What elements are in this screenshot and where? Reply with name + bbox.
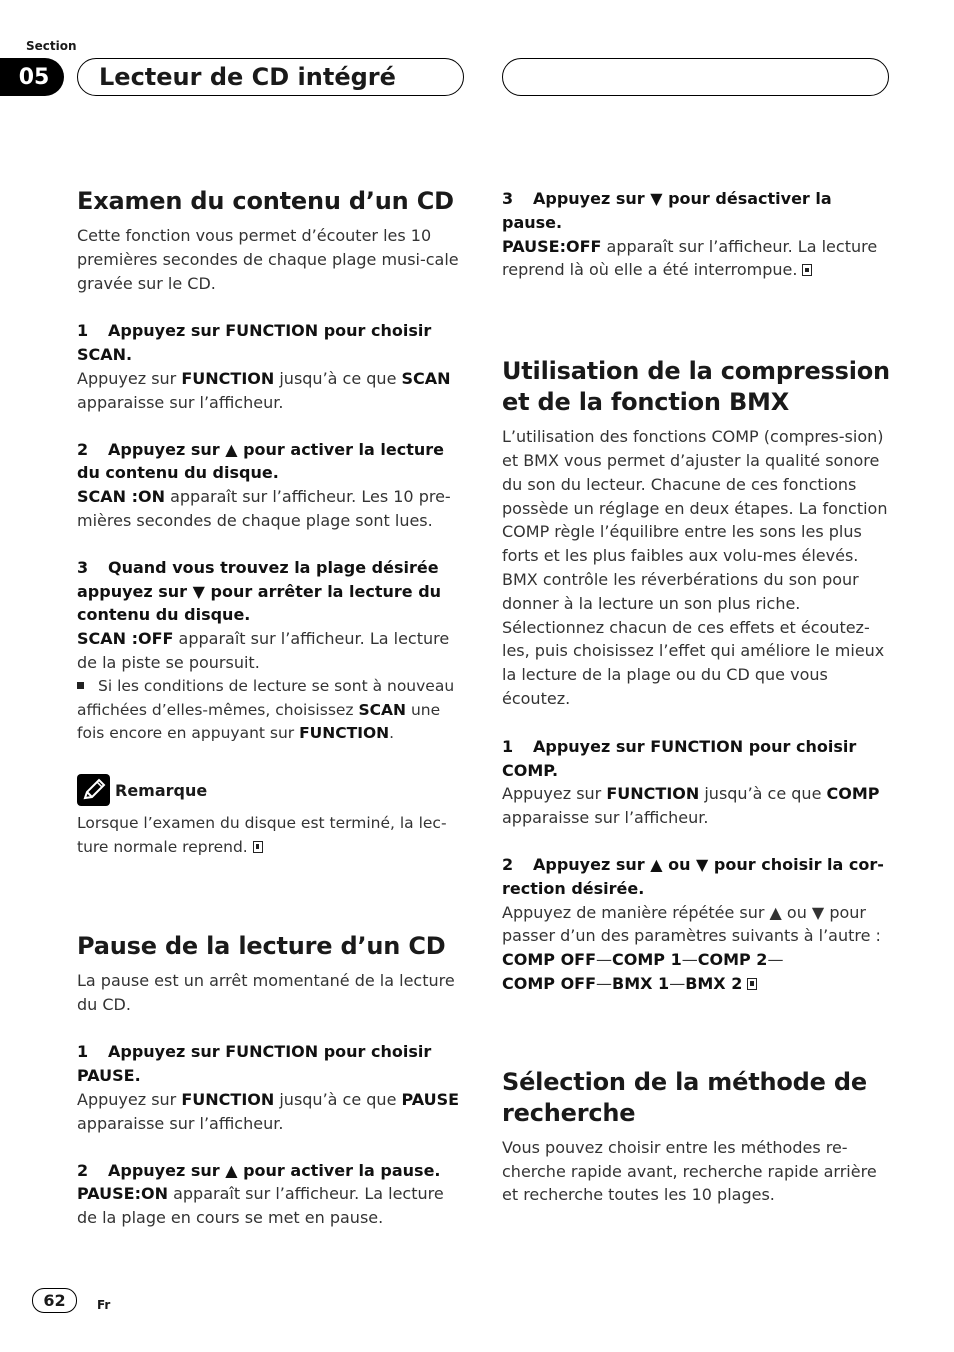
- comp-step-1: 1 Appuyez sur FUNCTION pour choisir COMP.: [502, 736, 857, 780]
- section-title-comp-bmx: Utilisation de la compression et de la fonction BMX: [502, 357, 890, 417]
- scan-step-3: 3 Quand vous trouvez la plage désirée appuyez sur ▼ pour arrêter la lecture du contenu du disque.: [77, 557, 442, 625]
- section-label: Section: [26, 39, 77, 53]
- section-number-badge: 05: [0, 58, 64, 96]
- section-title-pause: Pause de la lecture d’un CD: [77, 931, 446, 960]
- pencil-note-icon: [77, 774, 110, 806]
- comp-step-2: 2 Appuyez sur ▲ ou ▼ pour choisir la cor-rection désirée.: [502, 854, 884, 898]
- scan-step-3-detail: SCAN :OFF apparaît sur l’afficheur. La lecture de la piste se poursuit.: [77, 629, 450, 672]
- scan-step-3-note: Si les conditions de lecture se sont à nouveau affichées d’elles-mêmes, choisissez SCAN une fois encore en appuyant sur FUNCTION.: [77, 676, 455, 743]
- step-number: 3: [77, 557, 89, 577]
- step-number: 2: [502, 854, 514, 874]
- scan-step-2: 2 Appuyez sur ▲ pour activer la lecture du contenu du disque.: [77, 439, 444, 483]
- pause-step-2: 2 Appuyez sur ▲ pour activer la pause.: [77, 1159, 467, 1183]
- pause-step-1: 1 Appuyez sur FUNCTION pour choisir PAUSE.: [77, 1042, 432, 1086]
- scan-step-1: 1 Appuyez sur FUNCTION pour choisir SCAN.: [77, 321, 432, 365]
- remark-title: Remarque: [115, 780, 208, 800]
- scan-intro: Cette fonction vous permet d’écouter les 10 premières secondes de chaque plage musi-cale gravée sur le CD.: [77, 226, 459, 293]
- step-number: 2: [77, 1160, 89, 1180]
- step-number: 2: [77, 439, 89, 459]
- scan-step-1-detail: Appuyez sur FUNCTION jusqu’à ce que SCAN apparaisse sur l’afficheur.: [77, 368, 451, 412]
- end-mark-icon: [253, 841, 263, 853]
- remark-header: [77, 774, 467, 806]
- right-column: [502, 187, 892, 1207]
- pause-step-3: 3 Appuyez sur ▼ pour désactiver la pause.: [502, 189, 832, 232]
- pause-intro: La pause est un arrêt momentané de la lecture du CD.: [77, 970, 455, 1014]
- comp-bmx-intro: L’utilisation des fonctions COMP (compres-sion) et BMX vous permet d’ajuster la qualité sonore du son du lecteur. Chacune de ces fonctions possède un réglage en deux étapes. La fonction COMP règle l’équilibre entre les sons les plus forts et les plus faibles aux volu-mes élevés. BMX contrôle les réverbérations du son pour donner à la lecture un son plus riche. Sélectionnez chacun de ces effets et écoutez-les, puis choisissez l’effet qui améliore le mieux la lecture de la plage ou du CD que vous écoutez.: [502, 427, 888, 708]
- scan-step-2-detail: SCAN :ON apparaît sur l’afficheur. Les 10 pre-mières secondes de chaque plage sont lues.: [77, 487, 451, 530]
- language-code: Fr: [97, 1298, 111, 1312]
- remark-text: Lorsque l’examen du disque est terminé, la lec-ture normale reprend.: [77, 814, 447, 856]
- section-title-search-method: Sélection de la méthode de recherche: [502, 1067, 867, 1127]
- pause-step-2-detail: PAUSE:ON apparaît sur l’afficheur. La lecture de la plage en cours se met en pause.: [77, 1184, 444, 1228]
- comp-sequence-line-1: COMP OFF—COMP 1—COMP 2—: [502, 950, 784, 970]
- header-empty-pill: [502, 58, 889, 96]
- pause-step-1-detail: Appuyez sur FUNCTION jusqu’à ce que PAUSE apparaisse sur l’afficheur.: [77, 1089, 460, 1133]
- chapter-title: Lecteur de CD intégré: [77, 58, 464, 96]
- comp-sequence-line-2: COMP OFF—BMX 1—BMX 2: [502, 972, 892, 996]
- pause-step-3-detail: PAUSE:OFF apparaît sur l’afficheur. La lecture reprend là où elle a été interrompue.: [502, 236, 878, 280]
- step-number: 3: [502, 189, 514, 208]
- step-number: 1: [77, 321, 89, 341]
- page-number: 62: [32, 1288, 77, 1313]
- bullet-square-icon: [77, 682, 84, 689]
- section-title-scan: Examen du contenu d’un CD: [77, 187, 454, 215]
- left-column: [77, 186, 467, 1230]
- comp-step-2-detail: Appuyez de manière répétée sur ▲ ou ▼ pour passer d’un des paramètres suivants à l’autre :: [502, 902, 881, 946]
- step-number: 1: [77, 1042, 89, 1062]
- step-number: 1: [502, 736, 514, 756]
- end-mark-icon: [747, 978, 757, 990]
- comp-step-1-detail: Appuyez sur FUNCTION jusqu’à ce que COMP apparaisse sur l’afficheur.: [502, 784, 880, 828]
- search-method-intro: Vous pouvez choisir entre les méthodes re-cherche rapide avant, recherche rapide arrière et recherche toutes les 10 plages.: [502, 1137, 877, 1205]
- end-mark-icon: [802, 264, 812, 276]
